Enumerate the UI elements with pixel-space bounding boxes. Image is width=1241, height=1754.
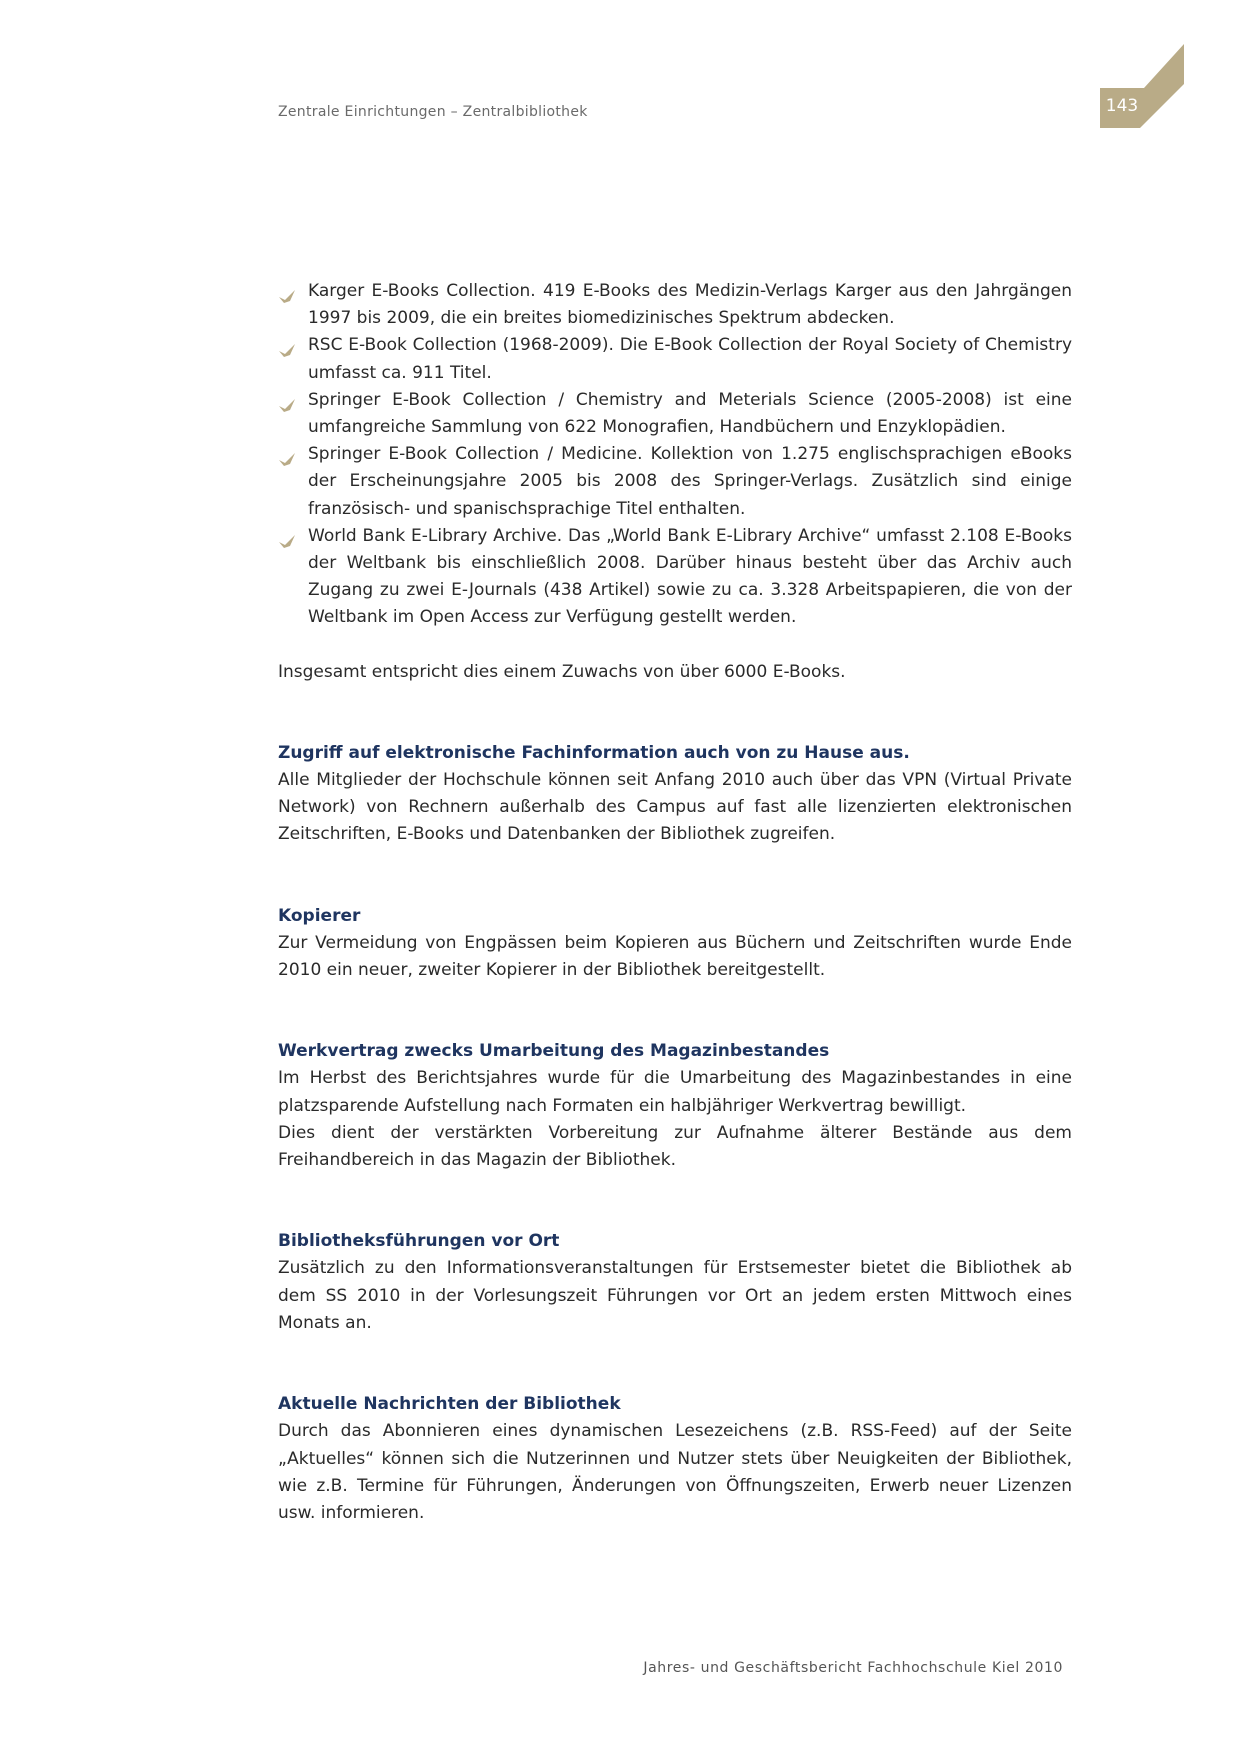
main-content (278, 278, 1072, 1527)
section-heading: Zugriff auf elektronische Fachinformation auch von zu Hause aus. (278, 742, 910, 763)
ebook-collection-list (278, 278, 1072, 632)
list-item (278, 387, 1072, 441)
checkmark-bullet-icon (278, 530, 296, 544)
section-copier (278, 903, 1072, 985)
checkmark-bullet-icon (278, 339, 296, 353)
page-footer: Jahres- und Geschäftsbericht Fachhochschule Kiel 2010 (643, 1660, 1063, 1676)
section-paragraph: Dies dient der verstärkten Vorbereitung zur Aufnahme älterer Bestände aus dem Freihandbereich in das Magazin der Bibliothek. (278, 1122, 1072, 1171)
section-heading: Bibliotheksführungen vor Ort (278, 1231, 560, 1252)
list-item (278, 278, 1072, 332)
checkmark-bullet-icon (278, 285, 296, 299)
section-paragraph: Im Herbst des Berichtsjahres wurde für die Umarbeitung des Magazinbestandes in eine platzsparende Aufstellung nach Formaten ein halbjähriger Werkvertrag bewilligt. (278, 1068, 1072, 1116)
section-remote-access (278, 740, 1072, 849)
section-heading: Werkvertrag zwecks Umarbeitung des Magazinbestandes (278, 1041, 830, 1062)
checkmark-bullet-icon (278, 448, 296, 462)
section-library-news (278, 1391, 1072, 1527)
checkmark-bullet-icon (278, 394, 296, 408)
list-item-text: Springer E-Book Collection / Medicine. Kollektion von 1.275 englischsprachigen eBooks der Erscheinungsjahre 2005 bis 2008 des Springer-Verlags. Zusätzlich sind einige französisch- und spanischsprachige Titel enthalten. (308, 444, 1072, 519)
list-item (278, 332, 1072, 386)
list-item-text: World Bank E-Library Archive. Das „World Bank E-Library Archive“ umfasst 2.108 E-Books der Weltbank bis einschließlich 2008. Darüber hinaus besteht über das Archiv auch Zugang zu zwei E-Journals (438 Artikel) sowie zu ca. 3.328 Arbeitspapieren, die von der Weltbank im Open Access zur Verfügung gestellt werden. (308, 525, 1072, 628)
section-heading: Aktuelle Nachrichten der Bibliothek (278, 1394, 621, 1415)
running-header: Zentrale Einrichtungen – Zentralbibliothek (278, 104, 588, 120)
list-item-text: RSC E-Book Collection (1968-2009). Die E-Book Collection der Royal Society of Chemistry umfasst ca. 911 Titel. (308, 335, 1072, 383)
list-item (278, 441, 1072, 523)
list-item-text: Karger E-Books Collection. 419 E-Books des Medizin-Verlags Karger aus den Jahrgängen 1997 bis 2009, die ein breites biomedizinisches Spektrum abdecken. (308, 281, 1072, 329)
section-paragraph: Zusätzlich zu den Informationsveranstaltungen für Erstsemester bietet die Bibliothek ab dem SS 2010 in der Vorlesungszeit Führungen vor Ort an jedem ersten Mittwoch eines Monats an. (278, 1258, 1072, 1333)
section-paragraph: Durch das Abonnieren eines dynamischen Lesezeichens (z.B. RSS-Feed) auf der Seite „Aktuelles“ können sich die Nutzerinnen und Nutzer stets über Neuigkeiten der Bibliothek, wie z.B. Termine für Führungen, Änderungen von Öffnungszeiten, Erwerb neuer Lizenzen usw. informieren. (278, 1421, 1072, 1523)
section-work-contract (278, 1038, 1072, 1174)
section-heading: Kopierer (278, 905, 361, 926)
page-number: 143 (1105, 96, 1139, 116)
summary-paragraph: Insgesamt entspricht dies einem Zuwachs von über 6000 E-Books. (278, 661, 846, 682)
section-paragraph: Zur Vermeidung von Engpässen beim Kopieren aus Büchern und Zeitschriften wurde Ende 2010 ein neuer, zweiter Kopierer in der Bibliothek bereitgestellt. (278, 932, 1072, 981)
section-library-tours (278, 1228, 1072, 1337)
list-item-text: Springer E-Book Collection / Chemistry and Meterials Science (2005-2008) ist eine umfangreiche Sammlung von 622 Monografien, Handbüchern und Enzyklopädien. (308, 389, 1072, 438)
list-item (278, 523, 1072, 632)
section-paragraph: Alle Mitglieder der Hochschule können seit Anfang 2010 auch über das VPN (Virtual Private Network) von Rechnern außerhalb des Campus auf fast alle lizenzierten elektronischen Zeitschriften, E-Books und Datenbanken der Bibliothek zugreifen. (278, 770, 1072, 845)
